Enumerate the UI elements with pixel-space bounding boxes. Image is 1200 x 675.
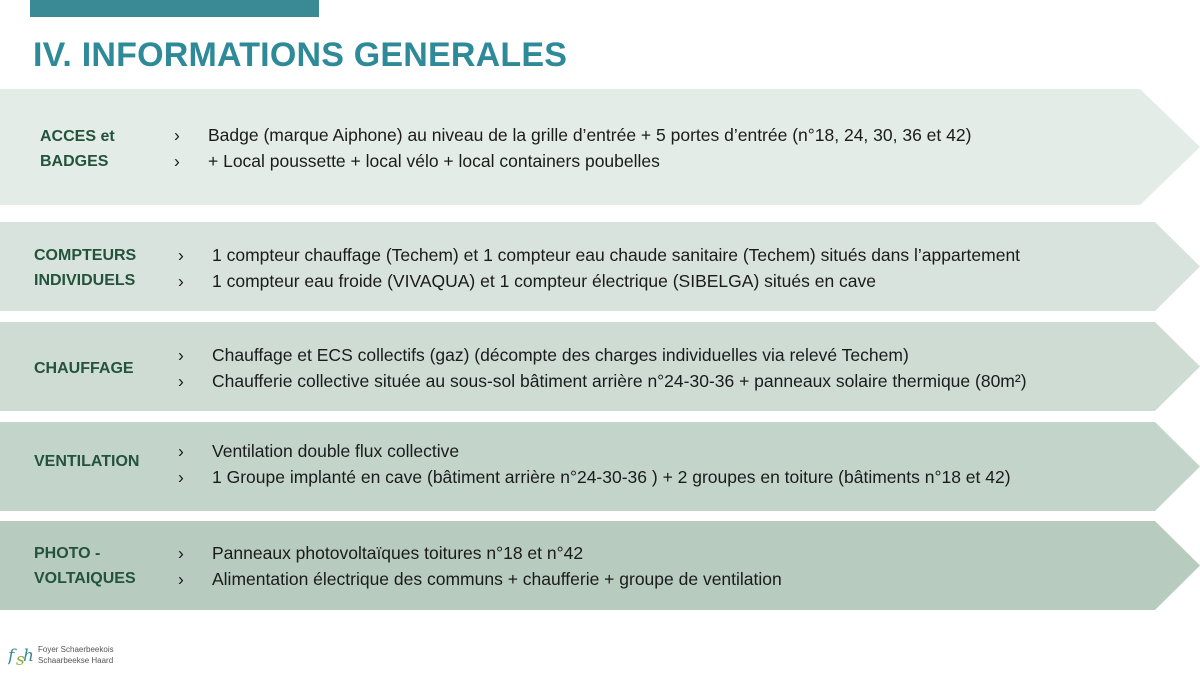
section-items: [178, 242, 1020, 294]
chevron-right-icon: ›: [178, 467, 184, 487]
section-label-line: PHOTO -: [34, 545, 101, 562]
logo-line: Schaarbeekse Haard: [38, 656, 114, 665]
section-label-line: ACCES et: [40, 128, 115, 145]
top-accent-bar: [30, 0, 319, 17]
list-item: › Chauffage et ECS collectifs (gaz) (décompte des charges individuelles via relevé Techem): [178, 342, 1027, 368]
page-title: IV. INFORMATIONS GENERALES: [33, 36, 568, 74]
list-item: › 1 compteur eau froide (VIVAQUA) et 1 compteur électrique (SIBELGA) situés en cave: [178, 268, 1020, 294]
section-items: [178, 438, 1011, 490]
section-label-line: VOLTAIQUES: [34, 570, 136, 587]
section-label: [34, 356, 134, 381]
chevron-right-icon: ›: [174, 125, 180, 145]
chevron-right-icon: ›: [178, 569, 184, 589]
section-chauffage: [0, 322, 1200, 411]
section-label-line: VENTILATION: [34, 453, 140, 470]
list-item: › Badge (marque Aiphone) au niveau de la grille d’entrée + 5 portes d’entrée (n°18, 24, 30, 36 et 42): [174, 122, 971, 148]
list-item: › 1 Groupe implanté en cave (bâtiment arrière n°24-30-36 ) + 2 groupes en toiture (bâtiments n°18 et 42): [178, 464, 1011, 490]
list-item: › 1 compteur chauffage (Techem) et 1 compteur eau chaude sanitaire (Techem) situés dans l’appartement: [178, 242, 1020, 268]
section-label-line: BADGES: [40, 153, 109, 170]
section-label-line: CHAUFFAGE: [34, 360, 134, 377]
svg-text:h: h: [23, 646, 34, 666]
chevron-right-icon: ›: [178, 371, 184, 391]
svg-text:f: f: [8, 646, 15, 666]
section-label: [34, 541, 136, 591]
section-ventilation: [0, 422, 1200, 511]
section-items: [174, 122, 971, 174]
list-item: › Ventilation double flux collective: [178, 438, 1011, 464]
chevron-right-icon: ›: [178, 271, 184, 291]
section-items: [178, 342, 1027, 394]
section-label-line: COMPTEURS: [34, 247, 137, 264]
chevron-right-icon: ›: [178, 345, 184, 365]
chevron-right-icon: ›: [178, 245, 184, 265]
chevron-right-icon: ›: [178, 441, 184, 461]
chevron-right-icon: ›: [174, 151, 180, 171]
section-items: [178, 540, 782, 592]
list-item: › Chaufferie collective située au sous-sol bâtiment arrière n°24-30-36 + panneaux solaire thermique (80m²): [178, 368, 1027, 394]
section-label-line: INDIVIDUELS: [34, 272, 136, 289]
section-photovoltaiques: [0, 521, 1200, 610]
list-item: › Panneaux photovoltaïques toitures n°18 et n°42: [178, 540, 782, 566]
chevron-right-icon: ›: [178, 543, 184, 563]
section-label: [40, 124, 115, 174]
section-label: [34, 243, 136, 293]
logo-text: [38, 644, 114, 666]
section-acces-badges: [0, 89, 1200, 205]
list-item: › + Local poussette + local vélo + local containers poubelles: [174, 148, 971, 174]
svg-text:s: s: [16, 650, 25, 669]
footer-logo: [8, 641, 114, 669]
section-label: [34, 449, 139, 474]
logo-line: Foyer Schaerbeekois: [38, 645, 114, 654]
section-compteurs: [0, 222, 1200, 311]
list-item: › Alimentation électrique des communs + chaufferie + groupe de ventilation: [178, 566, 782, 592]
logo-mark-icon: [8, 641, 34, 669]
